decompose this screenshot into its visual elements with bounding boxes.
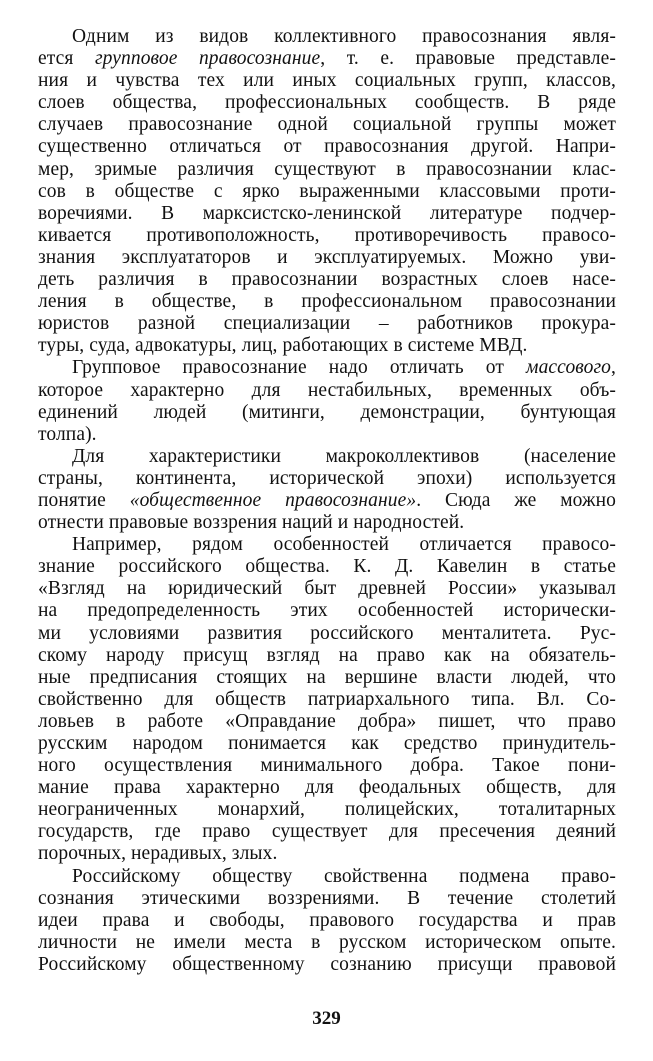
- paragraph: [38, 866, 616, 976]
- text-line: которое характерно для нестабильных, временных объ-: [38, 379, 616, 401]
- text-line: ния и чувства тех или иных социальных групп, классов,: [38, 70, 616, 92]
- text-line: страны, континента, исторической эпохи) используется: [38, 467, 616, 489]
- text-line: существенно отличаться от правосознания другой. Напри-: [38, 136, 616, 158]
- text-line: юристов разной специализации – работников прокура-: [38, 313, 616, 335]
- text-line: Российскому обществу свойственна подмена право-: [72, 865, 616, 887]
- text-line: Одним из видов коллективного правосознания явля-: [72, 26, 616, 47]
- text-line: на предопределенность этих особенностей исторически-: [38, 600, 616, 622]
- text-line: мер, зримые различия существуют в правосознании клас-: [38, 158, 616, 180]
- paragraph: [38, 357, 616, 445]
- text-line: знание российского общества. К. Д. Кавелин в статье: [38, 556, 616, 578]
- text-line: понятие «общественное правосознание». Сюда же можно: [38, 489, 616, 511]
- text-line: порочных, нерадивых, злых.: [38, 843, 278, 865]
- text-line: идеи права и свободы, правового государства и прав: [38, 909, 616, 931]
- text-line: «Взгляд на юридический быт древней России» указывал: [38, 578, 616, 600]
- paragraph: [38, 534, 616, 865]
- text-line: знания эксплуататоров и эксплуатируемых. Можно уви-: [38, 246, 616, 268]
- italic-term: «общественное правосознание»: [129, 489, 417, 511]
- text-line: ления в обществе, в профессиональном правосознании: [38, 291, 616, 313]
- text-line: кивается противоположность, противоречивость правосо-: [38, 224, 616, 246]
- text-line: Групповое правосознание надо отличать от массового,: [72, 357, 616, 379]
- page-body: [38, 26, 616, 976]
- text-line: личности не имели места в русском историческом опыте.: [38, 931, 616, 953]
- text-line: воречиями. В марксистско-ленинской литературе подчер-: [38, 202, 616, 224]
- italic-term: массового: [526, 357, 612, 379]
- text-line: свойственно для обществ патриархального типа. Вл. Со-: [38, 688, 616, 710]
- text-line: единений людей (митинги, демонстрации, бунтующая: [38, 401, 616, 423]
- text-line: отнести правовые воззрения наций и народностей.: [38, 512, 465, 534]
- text-line: неограниченных монархий, полицейских, тоталитарных: [38, 799, 616, 821]
- text-line: Например, рядом особенностей отличается правосо-: [72, 534, 616, 556]
- text-line: ного осуществления минимального добра. Такое пони-: [38, 755, 616, 777]
- text-line: ные предписания стоящих на вершине власти людей, что: [38, 666, 616, 688]
- text-line: сов в обществе с ярко выраженными классовыми проти-: [38, 180, 616, 202]
- text-line: государств, где право существует для пресечения деяний: [38, 821, 616, 843]
- page-number: 329: [312, 1008, 341, 1029]
- text-line: Для характеристики макроколлективов (население: [72, 445, 616, 467]
- italic-term: групповое правосознание: [94, 48, 321, 70]
- text-line: случаев правосознание одной социальной группы может: [38, 114, 616, 136]
- text-line: мание права характерно для феодальных обществ, для: [38, 777, 616, 799]
- text-line: ми условиями развития российского менталитета. Рус-: [38, 622, 616, 644]
- text-line: русским народом понимается как средство принудитель-: [38, 733, 616, 754]
- text-line: скому народу присущ взгляд на право как на обязатель-: [38, 644, 616, 666]
- text-line: ется групповое правосознание, т. е. правовые представле-: [38, 48, 616, 70]
- text-line: Российскому общественному сознанию присущи правовой: [38, 953, 616, 975]
- text-line: толпа).: [38, 423, 97, 445]
- text-line: ловьев в работе «Оправдание добра» пишет, что право: [38, 710, 616, 732]
- paragraph: [38, 26, 616, 357]
- text-line: слоев общества, профессиональных сообществ. В ряде: [38, 92, 616, 114]
- paragraph: [38, 446, 616, 534]
- text-line: деть различия в правосознании возрастных слоев насе-: [38, 269, 616, 291]
- text-line: сознания этическими воззрениями. В течение столетий: [38, 887, 616, 909]
- text-line: туры, суда, адвокатуры, лиц, работающих в системе МВД.: [38, 335, 528, 357]
